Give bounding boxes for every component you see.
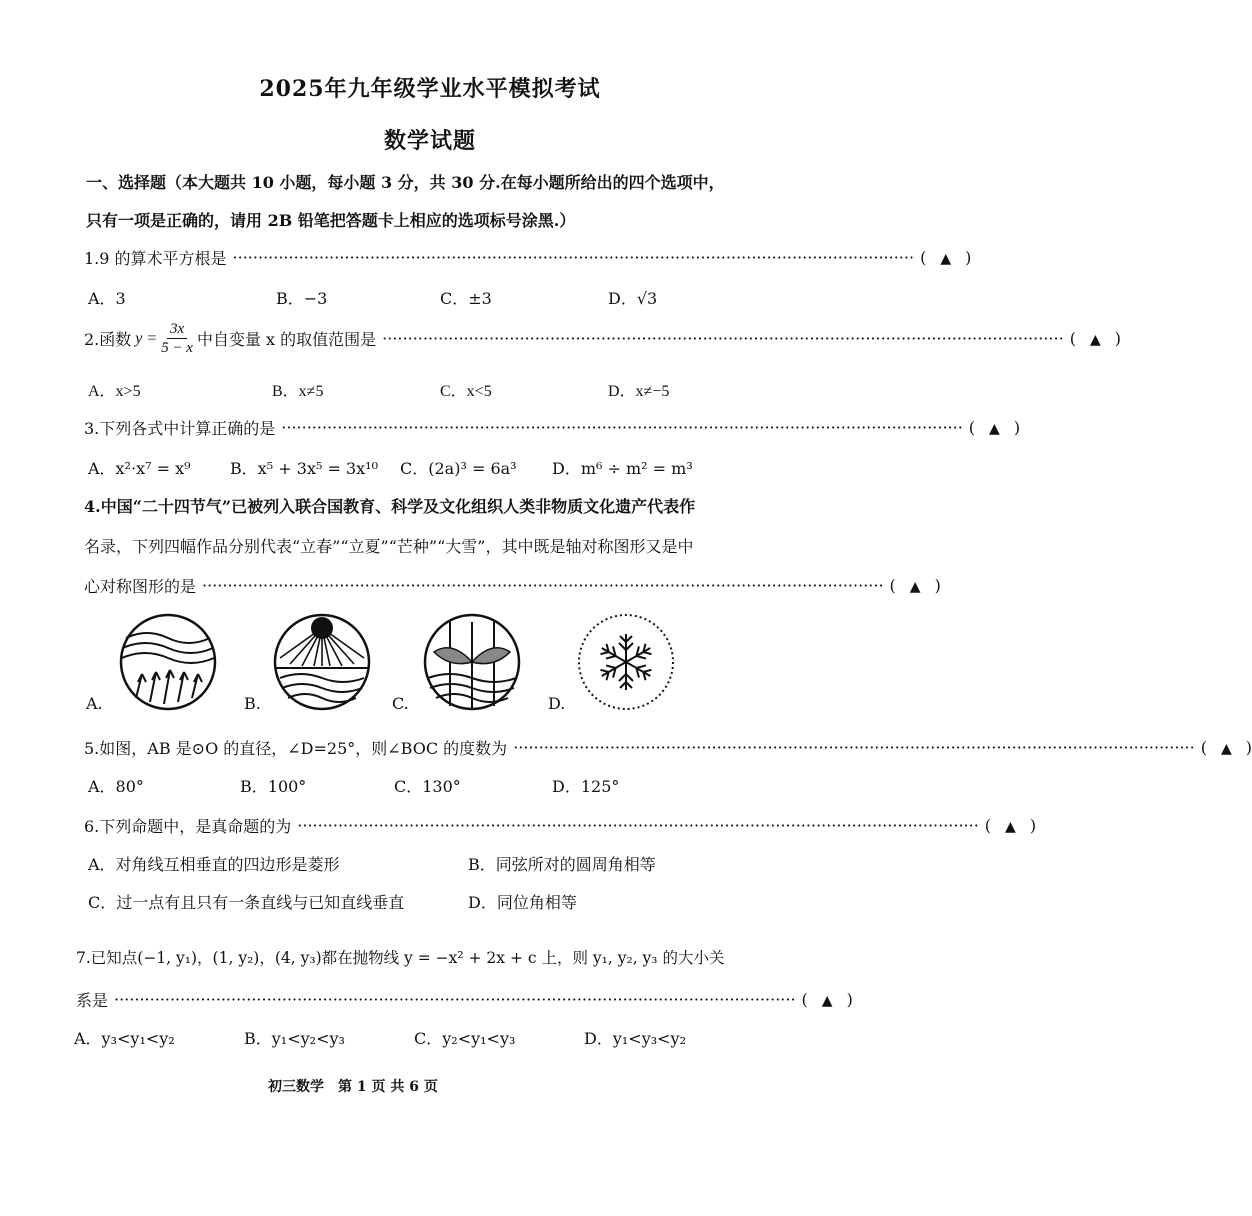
figure-b-label: B. xyxy=(244,694,261,713)
question-3-text: 3.下列各式中计算正确的是 xyxy=(84,419,276,438)
question-5-option-c: C．130° xyxy=(394,777,461,796)
question-2-stem xyxy=(84,320,1121,357)
question-3-option-a: A．x²·x⁷ = x⁹ xyxy=(88,459,191,478)
question-7-line2 xyxy=(76,988,853,1011)
question-6-option-d: D．同位角相等 xyxy=(468,893,577,912)
dot-leader: ······································································································································ xyxy=(297,816,979,835)
answer-bracket: ( ▲ ) xyxy=(889,576,941,595)
question-1-option-a: A．3 xyxy=(88,289,126,308)
section-heading-line1: 一、选择题（本大题共 10 小题，每小题 3 分，共 30 分.在每小题所给出的四个选项中， xyxy=(86,173,725,192)
answer-triangle-icon: ▲ xyxy=(1005,819,1016,835)
question-7-text: 系是 xyxy=(76,991,109,1010)
question-5-stem xyxy=(84,736,1252,759)
answer-triangle-icon: ▲ xyxy=(989,421,1000,437)
function-fraction xyxy=(161,320,193,357)
question-3-stem xyxy=(84,416,1021,439)
page-footer: 初三数学 第 1 页 共 6 页 xyxy=(268,1079,438,1095)
answer-bracket: ( ▲ ) xyxy=(1200,738,1252,757)
figure-c-mangzhong-icon xyxy=(422,612,522,712)
dot-leader: ······································································································································ xyxy=(281,418,963,437)
dot-leader: ······································································································································ xyxy=(202,576,884,595)
question-7-option-c: C．y₂<y₁<y₃ xyxy=(414,1029,516,1048)
answer-bracket: ( ▲ ) xyxy=(968,418,1021,437)
question-6-option-c: C．过一点有且只有一条直线与已知直线垂直 xyxy=(88,893,405,912)
dot-leader: ······································································································································ xyxy=(232,248,915,267)
figure-a-label: A. xyxy=(86,694,103,713)
dot-leader: ······································································································································ xyxy=(382,329,1064,348)
question-5-option-d: D．125° xyxy=(552,777,620,796)
question-2-option-c: C．x<5 xyxy=(440,383,492,400)
page-subtitle: 数学试题 xyxy=(383,128,476,154)
question-6-stem xyxy=(84,814,1037,837)
question-2-text-pre: 2.函数 xyxy=(84,330,132,349)
answer-bracket: ( ▲ ) xyxy=(801,990,853,1009)
question-4-line1: 4.中国“二十四节气”已被列入联合国教育、科学及文化组织人类非物质文化遗产代表作 xyxy=(84,497,696,516)
question-1-text: 1.9 的算术平方根是 xyxy=(84,249,227,268)
question-1-stem xyxy=(84,246,972,269)
question-5-text: 5.如图，AB 是⊙O 的直径，∠D=25°，则∠BOC 的度数为 xyxy=(84,739,508,758)
figure-c-label: C. xyxy=(392,694,409,713)
question-2-option-a: A．x>5 xyxy=(88,383,141,400)
question-7-option-d: D．y₁<y₃<y₂ xyxy=(584,1029,687,1048)
section-heading-line2: 只有一项是正确的，请用 2B 铅笔把答题卡上相应的选项标号涂黑.） xyxy=(86,211,576,230)
answer-triangle-icon: ▲ xyxy=(909,579,921,595)
question-6-option-a: A．对角线互相垂直的四边形是菱形 xyxy=(88,855,340,874)
answer-triangle-icon: ▲ xyxy=(821,993,833,1009)
fraction-numerator: 3x xyxy=(167,320,187,339)
figure-b-lixia-icon xyxy=(272,612,372,712)
question-5-option-a: A．80° xyxy=(88,777,144,796)
question-7-option-b: B．y₁<y₂<y₃ xyxy=(244,1029,345,1048)
function-lhs: y = xyxy=(135,329,158,347)
answer-bracket: ( ▲ ) xyxy=(1069,329,1121,348)
answer-bracket: ( ▲ ) xyxy=(984,816,1037,835)
answer-bracket: ( ▲ ) xyxy=(920,248,972,267)
question-2-option-d: D．x≠−5 xyxy=(608,383,670,400)
question-1-option-b: B．−3 xyxy=(276,289,328,308)
answer-triangle-icon: ▲ xyxy=(940,251,952,267)
question-2-option-b: B．x≠5 xyxy=(272,383,324,400)
question-3-option-c: C．(2a)³ = 6a³ xyxy=(400,459,517,478)
figure-d-daxue-icon xyxy=(576,612,676,712)
question-4-text: 心对称图形的是 xyxy=(84,577,197,596)
question-7-option-a: A．y₃<y₁<y₂ xyxy=(74,1029,175,1048)
question-7-line1: 7.已知点(−1, y₁)，(1, y₂)，(4, y₃)都在抛物线 y = −x² + 2x + c 上，则 y₁, y₂, y₃ 的大小关 xyxy=(76,949,725,967)
figure-a-lichun-icon xyxy=(118,612,218,712)
answer-triangle-icon: ▲ xyxy=(1220,741,1232,757)
fraction-denominator: 5 − x xyxy=(161,340,193,356)
figure-d-label: D. xyxy=(548,694,566,713)
answer-triangle-icon: ▲ xyxy=(1089,332,1101,348)
question-3-option-d: D．m⁶ ÷ m² = m³ xyxy=(552,459,693,478)
dot-leader: ······································································································································ xyxy=(513,738,1195,757)
question-5-option-b: B．100° xyxy=(240,777,307,796)
question-2-text-post: 中自变量 x 的取值范围是 xyxy=(196,330,377,349)
dot-leader: ······································································································································ xyxy=(114,990,796,1009)
page-title: 2025年九年级学业水平模拟考试 xyxy=(259,76,601,102)
question-1-option-c: C．±3 xyxy=(440,289,492,308)
question-1-option-d: D．√3 xyxy=(608,289,658,308)
question-4-line3 xyxy=(84,574,941,597)
question-6-text: 6.下列命题中，是真命题的为 xyxy=(84,817,292,836)
question-4-line2: 名录，下列四幅作品分别代表“立春”“立夏”“芒种”“大雪”，其中既是轴对称图形又是中 xyxy=(84,537,694,556)
question-3-option-b: B．x⁵ + 3x⁵ = 3x¹⁰ xyxy=(230,459,379,478)
question-6-option-b: B．同弦所对的圆周角相等 xyxy=(468,855,656,874)
